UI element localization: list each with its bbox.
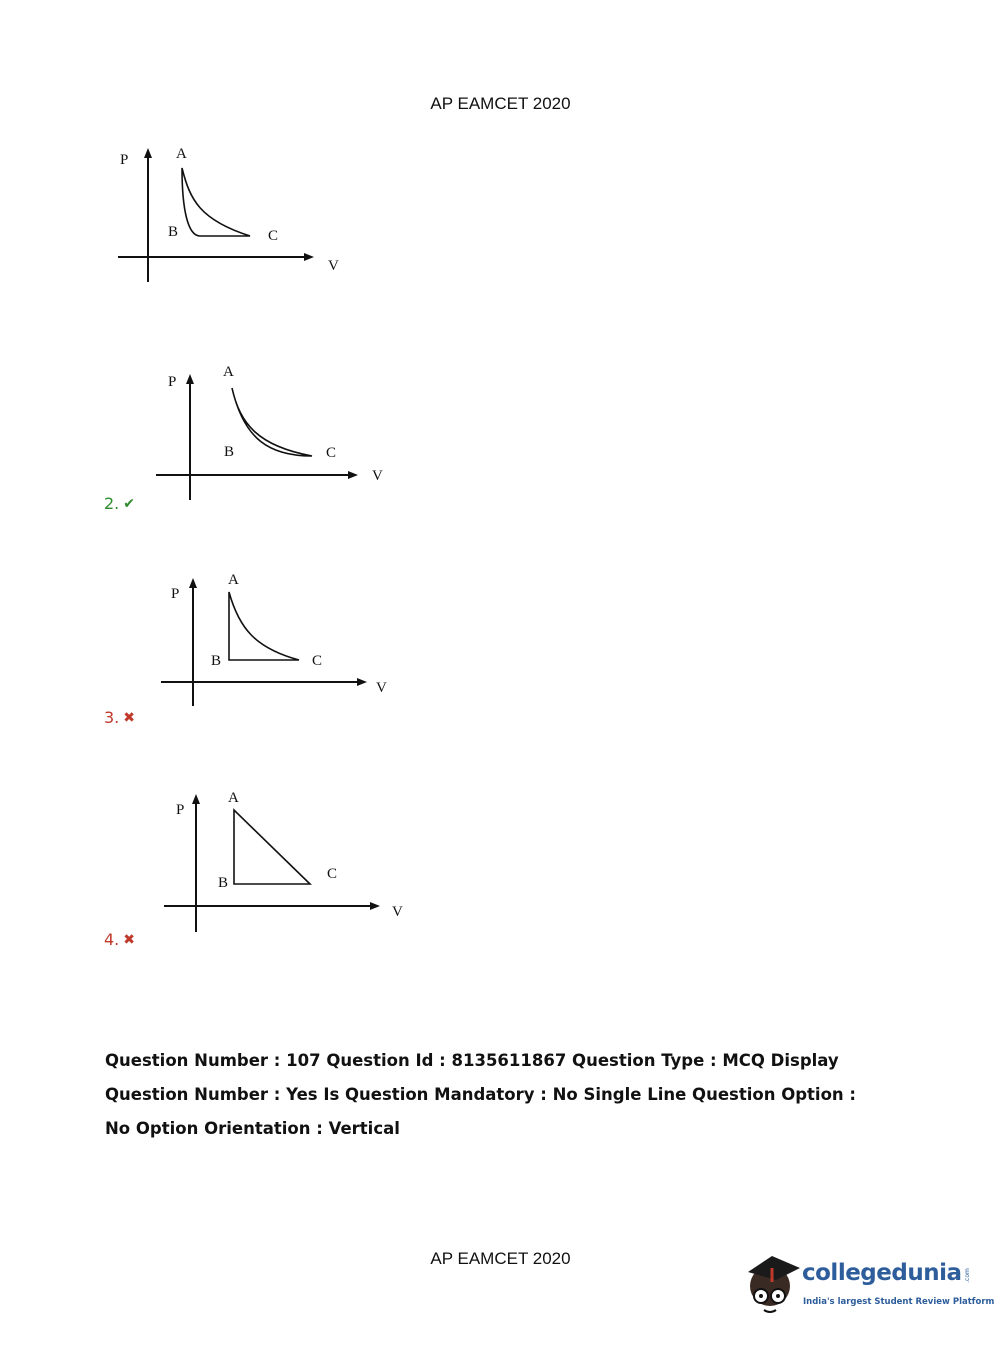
v-axis-label: V	[392, 904, 403, 920]
p-axis-label: P	[176, 802, 185, 818]
pv-graph-option-1	[110, 140, 350, 290]
v-axis-label: V	[328, 258, 339, 274]
logo-tagline: India's largest Student Review Platform	[803, 1297, 995, 1307]
point-c-label: C	[312, 653, 323, 669]
point-b-label: B	[224, 444, 235, 460]
point-b-label: B	[168, 224, 179, 240]
check-icon: ✔	[123, 495, 135, 512]
question-metadata: Question Number : 107 Question Id : 8135611867 Question Type : MCQ Display Question Number : Yes Is Question Mandatory : No Single Line Question Option : No Option Orientation : Vertical	[105, 1051, 857, 1138]
point-c-label: C	[326, 445, 337, 461]
point-c-label: C	[268, 228, 279, 244]
point-b-label: B	[211, 653, 222, 669]
option-3-label	[104, 708, 135, 727]
pv-graph-option-2	[150, 360, 400, 510]
point-a-label: A	[228, 572, 239, 588]
point-a-label: A	[223, 364, 234, 380]
cross-icon: ✖	[123, 709, 135, 726]
collegedunia-logo	[742, 1250, 995, 1320]
logo-suffix: .com	[963, 1268, 971, 1283]
cross-icon: ✖	[123, 931, 135, 948]
p-axis-label: P	[171, 586, 180, 602]
option-4-label	[104, 930, 135, 949]
point-b-label: B	[218, 875, 229, 891]
page-footer-title: AP EAMCET 2020	[430, 1249, 571, 1268]
page-header-title: AP EAMCET 2020	[430, 94, 571, 113]
pv-graph-option-3	[155, 568, 405, 718]
option-number: 4.	[104, 930, 120, 949]
p-axis-label: P	[120, 152, 129, 168]
option-2-label	[104, 494, 135, 513]
logo-brand-text: collegedunia	[802, 1260, 962, 1286]
pv-graph-option-4	[160, 784, 410, 934]
point-a-label: A	[176, 146, 187, 162]
point-a-label: A	[228, 790, 239, 806]
option-number: 3.	[104, 708, 120, 727]
v-axis-label: V	[372, 468, 383, 484]
v-axis-label: V	[376, 680, 387, 696]
point-c-label: C	[327, 866, 338, 882]
mascot-icon	[742, 1250, 804, 1320]
option-number: 2.	[104, 494, 120, 513]
p-axis-label: P	[168, 374, 177, 390]
